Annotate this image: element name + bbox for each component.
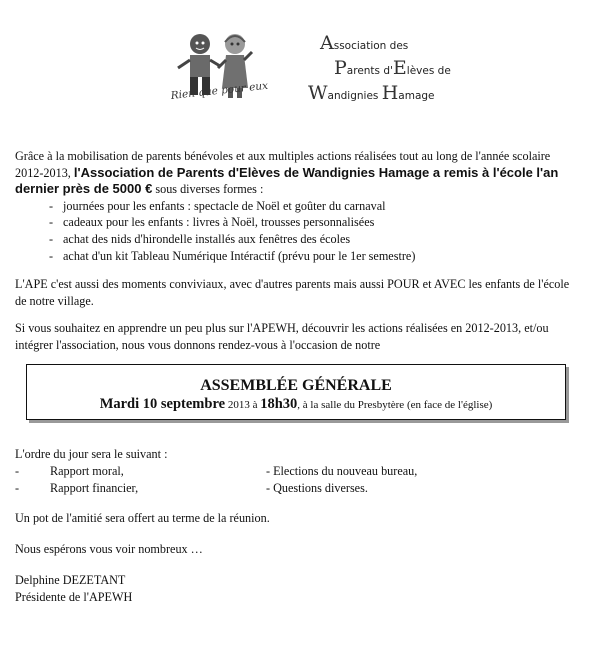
- assembly-date: Mardi 10 septembre 2013 à 18h30, à la salle du Presbytère (en face de l'église): [99, 396, 493, 412]
- convivial-paragraph: L'APE c'est aussi des moments conviviaux, avec d'autres parents mais aussi POUR et AVEC les enfants de l'école de notre village.: [15, 277, 570, 308]
- signature: [15, 572, 580, 605]
- assembly-announcement-box: [26, 364, 566, 420]
- invitation-paragraph: Si vous souhaitez en apprendre un peu plus sur l'APEWH, découvrir les actions réalisées en 2012-2013, et/ou intégrer l'association, nous vous donnons rendez-vous à l'occasion de notre: [15, 321, 549, 352]
- agenda: [15, 446, 580, 497]
- kids-caption: Rien que pour eux: [170, 79, 269, 102]
- association-logo: [306, 32, 486, 107]
- assembly-title: ASSEMBLÉE GÉNÉRALE: [200, 377, 392, 394]
- list-item: - journées pour les enfants : spectacle de Noël et goûter du carnaval: [49, 198, 580, 215]
- signature-name: Delphine DEZETANT: [15, 573, 126, 587]
- children-drawing-logo: [168, 30, 276, 120]
- intro-paragraph: Grâce à la mobilisation de parents bénévoles et aux multiples actions réalisées tout au long de l'année scolaire 2012-2013, l'Association de Parents d'Elèves de Wandignies Hamage a remis à l'école l'an dernier près de 5000 € sous diverses formes : - journées pour les enfants : spectacle de Noël et goûter du carnaval - cadeaux pour les enfants : livres à Noël, trousses personnalisées - achat des nids d'hirondelle installés aux fenêtres des écoles - achat d'un kit Tableau Numérique Intéractif (prévu pour le 1er semestre): [15, 148, 580, 264]
- drink-paragraph: Un pot de l'amitié sera offert au terme de la réunion.: [15, 511, 270, 525]
- agenda-intro: L'ordre du jour sera le suivant :: [15, 447, 168, 461]
- signature-role: Présidente de l'APEWH: [15, 589, 133, 604]
- assoc-logo-line-2: Parents d'Elèves de: [334, 57, 451, 79]
- agenda-row: - Rapport financier, - Questions diverses.: [15, 480, 368, 495]
- list-item: - achat des nids d'hirondelle installés aux fenêtres des écoles: [49, 231, 580, 248]
- actions-list: [15, 198, 580, 264]
- intro-bold-statement: l'Association de Parents d'Elèves de Wandignies Hamage a remis à l'école l'an dernier près de 5000 €: [15, 164, 559, 197]
- closing-paragraph: Nous espérons vous voir nombreux …: [15, 542, 203, 556]
- assoc-logo-line-1: Association des: [320, 32, 409, 54]
- list-item: - cadeaux pour les enfants : livres à Noël, trousses personnalisées: [49, 214, 580, 231]
- assoc-logo-line-3: Wandignies Hamage: [308, 82, 435, 104]
- list-item: - achat d'un kit Tableau Numérique Intéractif (prévu pour le 1er semestre): [49, 248, 580, 265]
- agenda-row: - Rapport moral, - Elections du nouveau bureau,: [15, 463, 418, 478]
